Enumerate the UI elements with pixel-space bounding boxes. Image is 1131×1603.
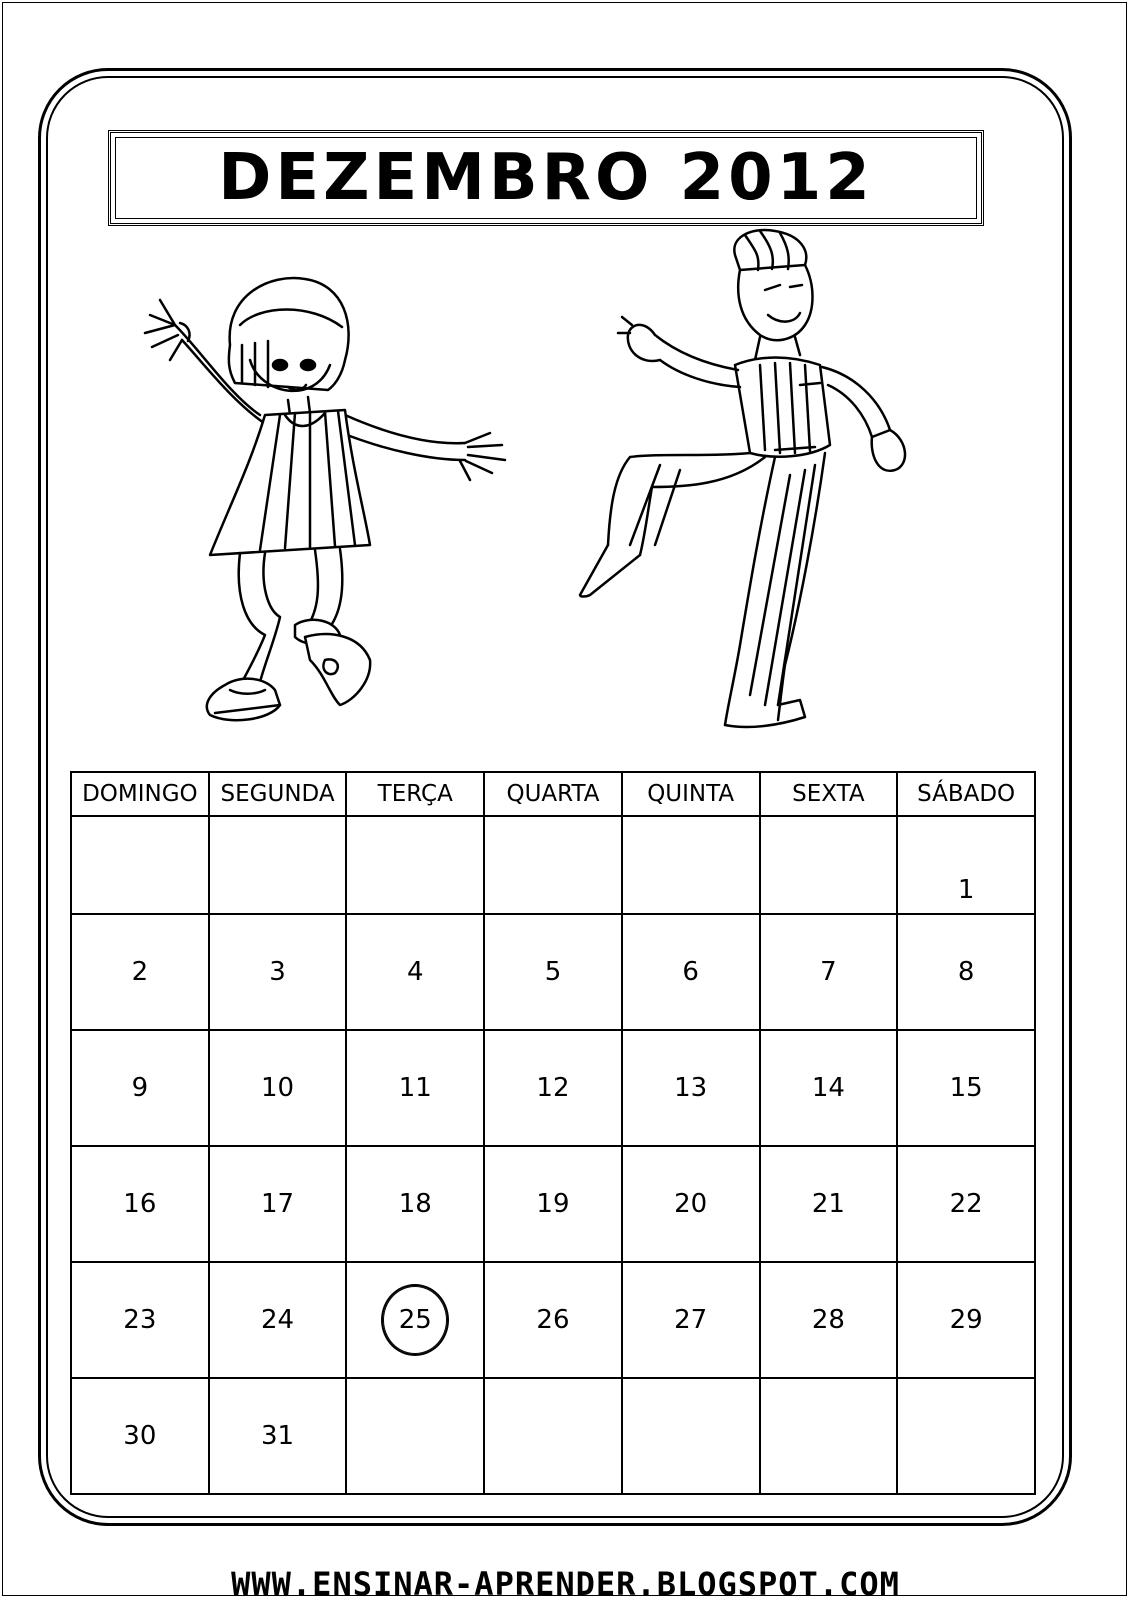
day-cell <box>209 816 347 914</box>
dancing-man-drawing <box>560 225 980 750</box>
weekday-wednesday: QUARTA <box>484 772 622 816</box>
title-box <box>108 130 984 226</box>
day-cell: 18 <box>346 1146 484 1262</box>
footer-url: WWW.ENSINAR-APRENDER.BLOGSPOT.COM <box>231 1565 900 1603</box>
week-row <box>71 1378 1035 1494</box>
calendar-title: DEZEMBRO 2012 <box>218 141 874 215</box>
day-cell: 20 <box>622 1146 760 1262</box>
day-cell <box>897 1378 1035 1494</box>
day-cell <box>71 816 209 914</box>
day-cell: 19 <box>484 1146 622 1262</box>
day-cell: 6 <box>622 914 760 1030</box>
day-cell <box>897 816 1035 914</box>
day-cell: 22 <box>897 1146 1035 1262</box>
day-cell: 23 <box>71 1262 209 1378</box>
calendar-grid <box>70 771 1036 1495</box>
day-cell: 27 <box>622 1262 760 1378</box>
week-row <box>71 816 1035 914</box>
day-cell: 7 <box>760 914 898 1030</box>
weekday-thursday: QUINTA <box>622 772 760 816</box>
day-cell <box>346 816 484 914</box>
day-cell <box>484 816 622 914</box>
day-cell: 4 <box>346 914 484 1030</box>
week-row <box>71 1030 1035 1146</box>
weekday-header-row <box>71 772 1035 816</box>
day-cell: 11 <box>346 1030 484 1146</box>
weekday-friday: SEXTA <box>760 772 898 816</box>
day-cell <box>760 1378 898 1494</box>
day-cell: 5 <box>484 914 622 1030</box>
day-cell <box>622 1378 760 1494</box>
week-row <box>71 1146 1035 1262</box>
day-number: 1 <box>957 875 975 905</box>
day-cell: 21 <box>760 1146 898 1262</box>
day-cell: 10 <box>209 1030 347 1146</box>
dancing-girl-drawing <box>130 265 520 730</box>
week-row <box>71 1262 1035 1378</box>
day-cell <box>346 1378 484 1494</box>
day-cell: 8 <box>897 914 1035 1030</box>
day-cell: 24 <box>209 1262 347 1378</box>
day-cell: 14 <box>760 1030 898 1146</box>
day-cell: 29 <box>897 1262 1035 1378</box>
weekday-tuesday: TERÇA <box>346 772 484 816</box>
day-cell: 9 <box>71 1030 209 1146</box>
day-cell: 26 <box>484 1262 622 1378</box>
week-row <box>71 914 1035 1030</box>
day-cell: 16 <box>71 1146 209 1262</box>
weekday-sunday: DOMINGO <box>71 772 209 816</box>
day-cell: 3 <box>209 914 347 1030</box>
weekday-saturday: SÁBADO <box>897 772 1035 816</box>
weekday-monday: SEGUNDA <box>209 772 347 816</box>
day-cell: 31 <box>209 1378 347 1494</box>
day-cell <box>484 1378 622 1494</box>
day-cell: 15 <box>897 1030 1035 1146</box>
highlighted-day-circle: 25 <box>381 1284 449 1356</box>
day-cell <box>622 816 760 914</box>
day-cell: 2 <box>71 914 209 1030</box>
day-cell: 17 <box>209 1146 347 1262</box>
day-cell: 30 <box>71 1378 209 1494</box>
day-cell: 13 <box>622 1030 760 1146</box>
day-cell <box>760 816 898 914</box>
day-cell <box>346 1262 484 1378</box>
day-cell: 28 <box>760 1262 898 1378</box>
day-cell: 12 <box>484 1030 622 1146</box>
